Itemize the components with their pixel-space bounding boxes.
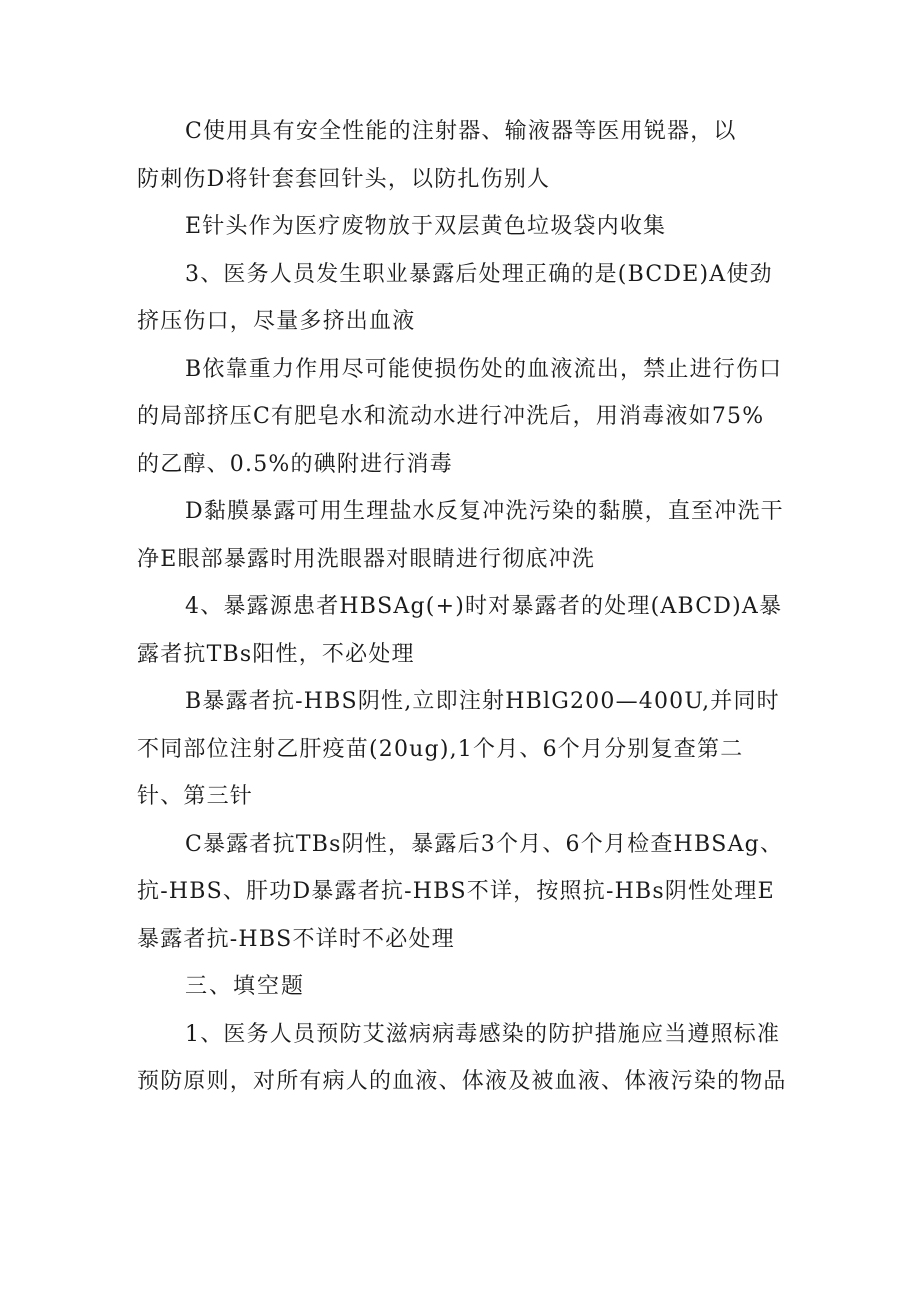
section-heading-fill-in-blank: 三、填空题 [185,974,306,999]
paragraph-question-3-option-d-e: D黏膜暴露可用生理盐水反复冲洗污染的黏膜，直至冲洗干净E眼部暴露时用洗眼器对眼睛进行彻底冲洗 [137,499,784,572]
paragraph-question-4-option-b: B暴露者抗-HBS阴性,立即注射HBlG200—400U,并同时不同部位注射乙肝疫苗(20ug),1个月、6个月分别复查第二针、第三针 [137,689,780,809]
paragraph-option-c-line2: 防刺伤D将针套套回针头，以防扎伤别人 [137,166,551,192]
paragraph-question-4-option-c-d-e: C暴露者抗TBs阴性，暴露后3个月、6个月检查HBSAg、抗-HBS、肝功D暴露者抗-HBS不详，按照抗-HBs阴性处理E暴露者抗-HBS不详时不必处理 [137,831,784,952]
paragraph-option-c-line1: C使用具有安全性能的注射器、输液器等医用锐器，以 [185,119,737,144]
document-body [137,108,787,1106]
paragraph-question-3-option-b-c: B依靠重力作用尽可能使损伤处的血液流出，禁止进行伤口的局部挤压C有肥皂水和流动水进行冲洗后，用消毒液如75%的乙醇、0.5%的碘附进行消毒 [137,356,783,477]
paragraph-question-3: 3、医务人员发生职业暴露后处理正确的是(BCDE)A使劲挤压伤口，尽量多挤出血液 [137,261,773,334]
paragraph-question-4: 4、暴露源患者HBSAg(+)时对暴露者的处理(ABCD)A暴露者抗TBs阳性，不必处理 [137,594,783,667]
paragraph-fill-question-1: 1、医务人员预防艾滋病病毒感染的防护措施应当遵照标准预防原则，对所有病人的血液、体液及被血液、体液污染的物品 [137,1021,787,1094]
paragraph-option-e: E针头作为医疗废物放于双层黄色垃圾袋内收集 [185,214,667,239]
